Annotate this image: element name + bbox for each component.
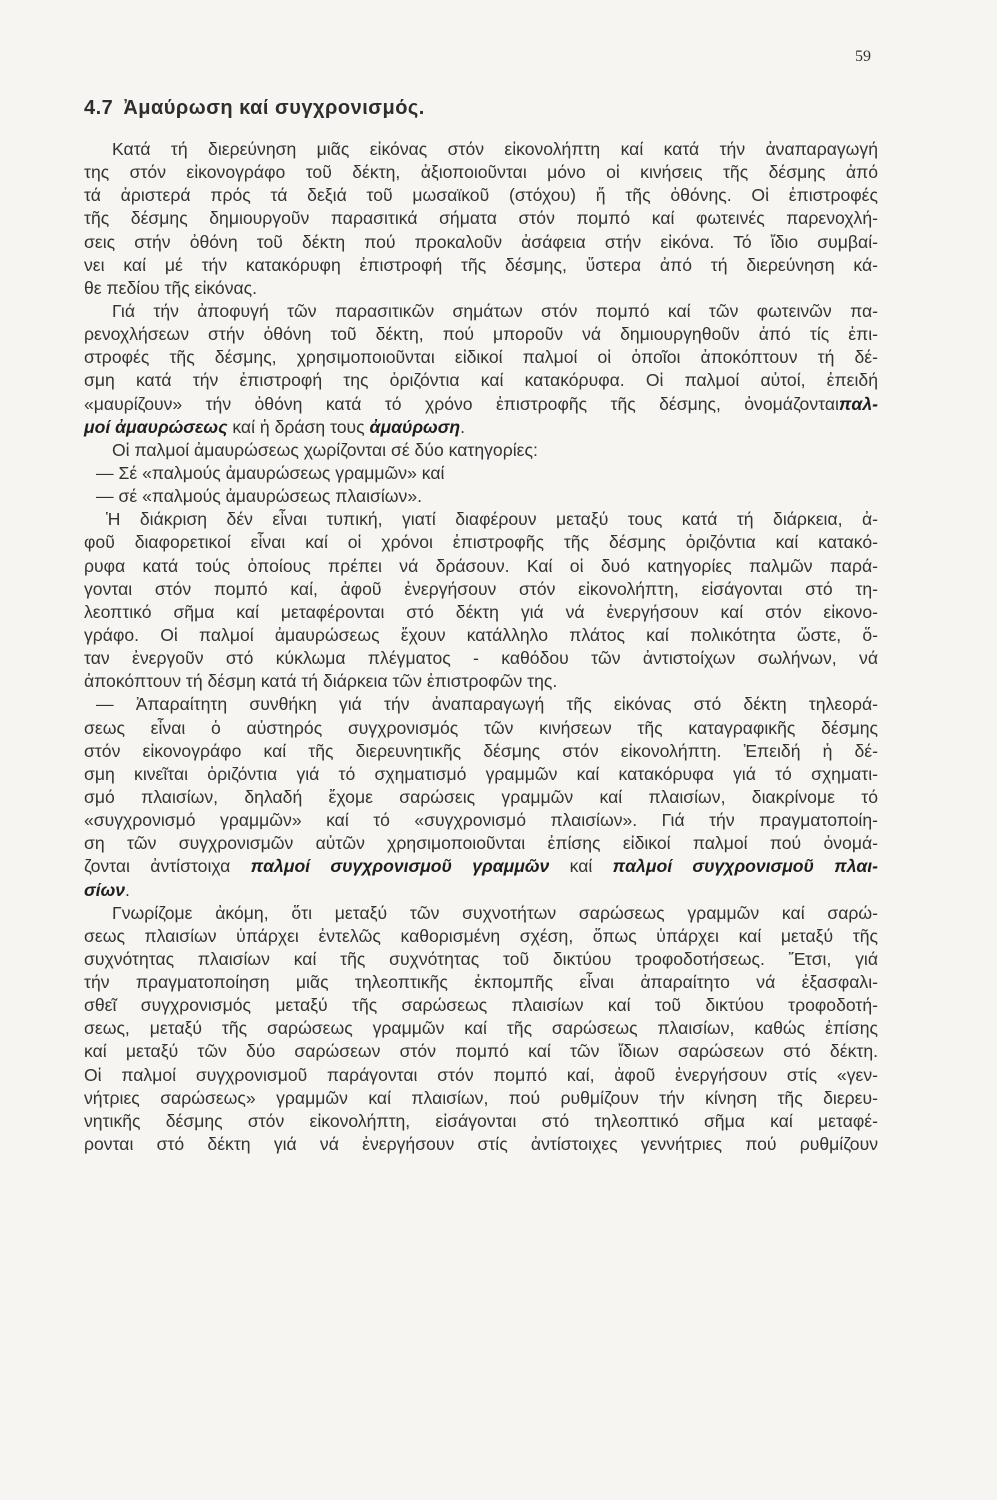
text-run: σμό πλαισίων, δηλαδή ἔχομε σαρώσεις γραμμῶν καί πλαισίων, διακρίνομε τό: [84, 786, 878, 807]
text-run: «μαυρίζουν» τήν ὀθόνη κατά τό χρόνο ἐπιστροφῆς τῆς δέσμης, ὀνομάζονται: [84, 393, 839, 414]
text-line: [84, 485, 878, 508]
text-line: [84, 948, 878, 971]
text-line: [84, 601, 878, 624]
text-line: [84, 508, 878, 531]
text-line: [84, 717, 878, 740]
text-line: [84, 832, 878, 855]
text-line: [84, 1017, 878, 1040]
text-run: τήν πραγματοποίηση μιᾶς τηλεοπτικῆς ἐκπομπῆς εἶναι ἀπαραίτητο νά ἐξασφαλι-: [84, 972, 878, 993]
section-number: 4.7: [84, 97, 114, 119]
text-line: [84, 624, 878, 647]
text-run: «συγχρονισμό γραμμῶν» καί τό «συγχρονισμό πλαισίων». Γιά τήν πραγματοποίη-: [84, 810, 878, 831]
text-line: [84, 670, 878, 693]
text-run: στροφές τῆς δέσμης, χρησιμοποιοῦνται εἰδικοί παλμοί οἱ ὁποῖοι ἀποκόπτουν τή δέ-: [84, 347, 878, 368]
text-run: νήτριες σαρώσεως» γραμμῶν καί πλαισίων, πού ρυθμίζουν τήν κίνηση τῆς διερευ-: [84, 1087, 878, 1108]
text-line: [84, 138, 878, 161]
text-line: [84, 740, 878, 763]
text-run: Γιά τήν ἀποφυγή τῶν παρασιτικῶν σημάτων στόν πομπό καί τῶν φωτεινῶν πα-: [112, 300, 878, 321]
text-line: [84, 809, 878, 832]
text-line: [84, 323, 878, 346]
text-line: [84, 393, 878, 416]
text-run: συχνότητας πλαισίων καί τῆς συχνότητας τοῦ δικτύου τροφοδοτήσεως. Ἔτσι, γιά: [84, 948, 878, 969]
text-line: [84, 231, 878, 254]
text-run: Οἱ παλμοί συγχρονισμοῦ παράγονται στόν πομπό καί, ἀφοῦ ἐνεργήσουν στίς «γεν-: [84, 1064, 878, 1085]
text-run: Οἱ παλμοί ἀμαυρώσεως χωρίζονται σέ δύο κατηγορίες:: [112, 439, 538, 460]
text-run: ἀποκόπτουν τή δέσμη κατά τή διάρκεια τῶν ἐπιστροφῶν της.: [84, 671, 558, 692]
text-run: — σέ «παλμούς ἀμαυρώσεως πλαισίων».: [96, 486, 422, 507]
text-run: φοῦ διαφορετικοί εἶναι καί οἱ χρόνοι ἐπιστροφῆς τῆς δέσμης ὁριζόντια καί κατακό-: [84, 532, 878, 553]
text-run: ταν ἐνεργοῦν στό κύκλωμα πλέγματος - καθόδου τῶν ἀντιστοίχων σωλήνων, νά: [84, 648, 878, 669]
text-line: [84, 1110, 878, 1133]
text-run: καί μεταξύ τῶν δύο σαρώσεων στόν πομπό καί τῶν ἴδιων σαρώσεων στό δέκτη.: [84, 1041, 878, 1062]
text-line: [84, 277, 878, 300]
text-line: [84, 369, 878, 392]
emphasis-term: μοί ἀμαυρώσεως: [84, 416, 228, 437]
text-run: .: [125, 879, 130, 900]
text-line: [84, 555, 878, 578]
text-run: θε πεδίου τῆς εἰκόνας.: [84, 277, 258, 298]
text-line: [84, 531, 878, 554]
text-run: — Ἀπαραίτητη συνθήκη γιά τήν ἀναπαραγωγή τῆς εἰκόνας στό δέκτη τηλεορά-: [96, 694, 878, 715]
text-run: σθεῖ συγχρονισμός μεταξύ τῆς σαρώσεως πλαισίων καί τοῦ δικτύου τροφοδοτή-: [84, 995, 878, 1016]
text-run: ζονται ἀντίστοιχα: [84, 856, 251, 877]
text-run: τῆς δέσμης δημιουργοῦν παρασιτικά σήματα στόν πομπό καί φωτεινές παρενοχλή-: [84, 208, 878, 229]
text-line: [84, 1064, 878, 1087]
text-run: γράφο. Οἱ παλμοί ἀμαυρώσεως ἔχουν κατάλληλο πλάτος καί πολικότητα ὥστε, ὅ-: [84, 624, 878, 645]
emphasis-term: παλμοί συγχρονισμοῦ γραμμῶν: [250, 856, 550, 877]
text-run: ρονται στό δέκτη γιά νά ἐνεργήσουν στίς ἀντίστοιχες γεννήτριες πού ρυθμίζουν: [84, 1134, 878, 1155]
text-run: σεως πλαισίων ὑπάρχει ἐντελῶς καθορισμένη σχέση, ὅπως ὑπάρχει καί μεταξύ τῆς: [84, 925, 878, 946]
text-run: καί: [549, 856, 613, 877]
text-run: σεως, μεταξύ τῆς σαρώσεως γραμμῶν καί τῆς σαρώσεως πλαισίων, καθώς ἐπίσης: [84, 1018, 878, 1039]
emphasis-term: παλ-: [838, 393, 878, 414]
text-run: ρυφα κατά τούς ὁποίους πρέπει νά δράσουν. Καί οἱ δυό κατηγορίες παλμῶν παρά-: [84, 555, 878, 576]
page-number: 59: [855, 48, 871, 65]
text-line: [84, 925, 878, 948]
text-run: της στόν εἰκονογράφο τοῦ δέκτη, ἀξιοποιοῦνται μόνο οἱ κινήσεις τῆς δέσμης ἀπό: [84, 162, 878, 183]
emphasis-term: παλμοί συγχρονισμοῦ πλαι-: [612, 856, 878, 877]
text-line: [84, 161, 878, 184]
text-line: [84, 207, 878, 230]
text-run: καί ἡ δράση τους: [227, 416, 370, 437]
text-line: [84, 416, 878, 439]
text-run: γονται στόν πομπό καί, ἀφοῦ ἐνεργήσουν στόν εἰκονολήπτη, εἰσάγονται στό τη-: [84, 578, 878, 599]
text-run: Ἡ διάκριση δέν εἶναι τυπική, γιατί διαφέρουν μεταξύ τους κατά τή διάρκεια, ἀ-: [106, 509, 878, 530]
text-line: [84, 462, 878, 485]
text-run: νει καί μέ τήν κατακόρυφη ἐπιστροφή τῆς δέσμης, ὕστερα ἀπό τή διερεύνηση κά-: [84, 254, 878, 275]
text-line: [84, 693, 878, 716]
text-line: [84, 994, 878, 1017]
text-line: [84, 1040, 878, 1063]
section-title: Ἀμαύρωση καί συγχρονισμός.: [123, 97, 425, 119]
text-line: [84, 439, 878, 462]
text-run: ση τῶν συγχρονισμῶν αὐτῶν χρησιμοποιοῦνται ἐπίσης εἰδικοί παλμοί πού ὀνομά-: [84, 833, 878, 854]
text-line: [84, 184, 878, 207]
text-line: [84, 254, 878, 277]
text-line: [84, 763, 878, 786]
text-run: — Σέ «παλμούς ἀμαυρώσεως γραμμῶν» καί: [96, 462, 445, 483]
text-run: σμη κατά τήν ἐπιστροφή της ὁριζόντια καί κατακόρυφα. Οἱ παλμοί αὐτοί, ἐπειδή: [84, 370, 878, 391]
text-line: [84, 902, 878, 925]
text-line: [84, 1087, 878, 1110]
text-run: σμη κινεῖται ὁριζόντια γιά τό σχηματισμό γραμμῶν καί κατακόρυφα γιά τό σχηματι-: [84, 763, 878, 784]
text-run: Γνωρίζομε ἀκόμη, ὅτι μεταξύ τῶν συχνοτήτων σαρώσεως γραμμῶν καί σαρώ-: [112, 902, 878, 923]
body-text: [84, 138, 878, 1156]
text-run: σεις στήν ὀθόνη τοῦ δέκτη πού προκαλοῦν ἀσάφεια στήν εἰκόνα. Τό ἴδιο συμβαί-: [84, 231, 878, 252]
text-line: [84, 786, 878, 809]
text-run: στόν εἰκονογράφο καί τῆς διερευνητικῆς δέσμης στόν εἰκονολήπτη. Ἐπειδή ἡ δέ-: [84, 740, 878, 761]
text-run: ρενοχλήσεων στήν ὀθόνη τοῦ δέκτη, πού μποροῦν νά δημιουργηθοῦν ἀπό τίς ἐπι-: [84, 324, 878, 345]
section-heading: [84, 97, 425, 120]
text-line: [84, 879, 878, 902]
text-line: [84, 578, 878, 601]
text-run: λεοπτικό σῆμα καί μεταφέρονται στό δέκτη γιά νά ἐνεργήσουν καί στόν εἰκονο-: [84, 601, 878, 622]
emphasis-term: ἀμαύρωση: [369, 416, 461, 437]
text-line: [84, 300, 878, 323]
text-run: σεως εἶναι ὁ αὐστηρός συγχρονισμός τῶν κινήσεων τῆς καταγραφικῆς δέσμης: [84, 717, 878, 738]
text-line: [84, 346, 878, 369]
text-line: [84, 647, 878, 670]
text-line: [84, 855, 878, 878]
emphasis-term: σίων: [84, 879, 126, 900]
text-run: Κατά τή διερεύνηση μιᾶς εἰκόνας στόν εἰκονολήπτη καί κατά τήν ἀναπαραγωγή: [112, 139, 878, 159]
text-line: [84, 1133, 878, 1156]
text-run: .: [460, 416, 466, 437]
text-run: τά ἀριστερά πρός τά δεξιά τοῦ μωσαϊκοῦ (στόχου) ἤ τῆς ὀθόνης. Οἱ ἐπιστροφές: [84, 185, 878, 206]
text-line: [84, 971, 878, 994]
text-run: νητικῆς δέσμης στόν εἰκονολήπτη, εἰσάγονται στό τηλεοπτικό σῆμα καί μεταφέ-: [84, 1110, 878, 1131]
